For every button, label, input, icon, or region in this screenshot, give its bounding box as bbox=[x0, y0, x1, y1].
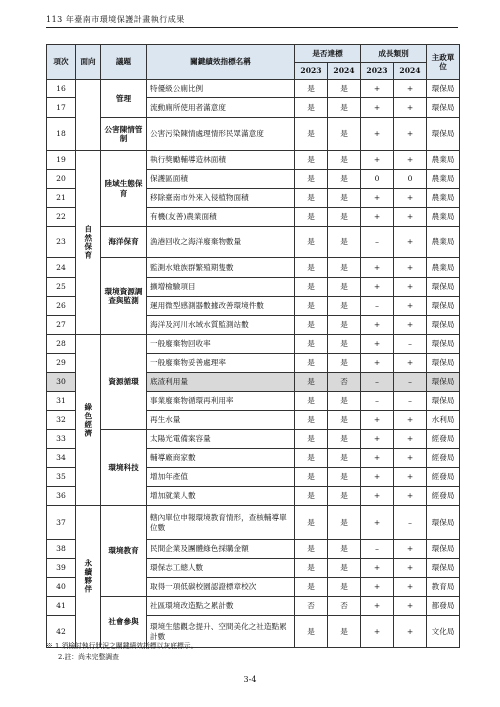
row-growth-2024: + bbox=[394, 98, 427, 118]
row-growth-2023: 0 bbox=[361, 170, 394, 189]
row-growth-2024: + bbox=[394, 258, 427, 278]
row-kpi: 海洋及河川水域水質監測站數 bbox=[147, 316, 295, 335]
row-met-2024: 是 bbox=[328, 449, 361, 468]
row-growth-2023: + bbox=[361, 316, 394, 335]
row-growth-2024: + bbox=[394, 597, 427, 616]
row-kpi: 流動廁所使用者滿意度 bbox=[147, 98, 295, 118]
row-no: 19 bbox=[47, 151, 76, 170]
row-kpi: 特優級公廁比例 bbox=[147, 80, 295, 98]
row-no: 41 bbox=[47, 597, 76, 616]
row-kpi: 底渣利用量 bbox=[147, 373, 295, 392]
table-row bbox=[47, 80, 460, 98]
topic-env-tech: 環境科技 bbox=[101, 430, 147, 506]
header-growth-2023: 2023 bbox=[361, 63, 394, 80]
topic-social: 社會參與 bbox=[101, 597, 147, 648]
table-row bbox=[47, 430, 460, 449]
row-unit: 經發局 bbox=[427, 430, 460, 449]
row-unit: 環保局 bbox=[427, 297, 460, 316]
row-kpi: 民間企業及團體綠色採購金額 bbox=[147, 540, 295, 559]
row-no: 34 bbox=[47, 449, 76, 468]
row-met-2024: 是 bbox=[328, 227, 361, 258]
row-growth-2023: + bbox=[361, 189, 394, 208]
row-met-2023: 否 bbox=[295, 597, 328, 616]
row-growth-2023: – bbox=[361, 373, 394, 392]
aspect-nature: 自然保育 bbox=[76, 151, 101, 335]
row-met-2024: 是 bbox=[328, 118, 361, 151]
row-no: 26 bbox=[47, 297, 76, 316]
row-growth-2023: + bbox=[361, 487, 394, 506]
topic-mgmt: 管理 bbox=[101, 80, 147, 118]
row-growth-2024: + bbox=[394, 278, 427, 297]
row-growth-2023: + bbox=[361, 578, 394, 597]
footnote-2: 2.註：尚未完整調查 bbox=[58, 653, 119, 661]
row-kpi: 再生水量 bbox=[147, 411, 295, 430]
row-growth-2023: + bbox=[361, 118, 394, 151]
row-met-2023: 是 bbox=[295, 449, 328, 468]
row-no: 21 bbox=[47, 189, 76, 208]
topic-public-hazard: 公害陳情管制 bbox=[101, 118, 147, 151]
row-met-2024: 否 bbox=[328, 373, 361, 392]
row-met-2023: 是 bbox=[295, 170, 328, 189]
row-met-2024: 是 bbox=[328, 189, 361, 208]
row-met-2024: 是 bbox=[328, 540, 361, 559]
row-growth-2024: – bbox=[394, 373, 427, 392]
row-met-2024: 是 bbox=[328, 258, 361, 278]
row-met-2024: 是 bbox=[328, 98, 361, 118]
row-no: 42 bbox=[47, 616, 76, 648]
row-met-2024: 是 bbox=[328, 354, 361, 373]
row-growth-2024: + bbox=[394, 80, 427, 98]
row-growth-2023: + bbox=[361, 258, 394, 278]
header-growth-2024: 2024 bbox=[394, 63, 427, 80]
table-row bbox=[47, 118, 460, 151]
row-unit: 環保局 bbox=[427, 316, 460, 335]
row-unit: 都發局 bbox=[427, 597, 460, 616]
footnote-1: ※ 1.須檢討執行狀況之關鍵績效指標以灰底標示。 bbox=[46, 642, 198, 650]
row-met-2023: 是 bbox=[295, 189, 328, 208]
row-growth-2023: + bbox=[361, 597, 394, 616]
row-growth-2024: + bbox=[394, 449, 427, 468]
kpi-table bbox=[46, 44, 460, 648]
row-no: 28 bbox=[47, 335, 76, 354]
header-no: 項次 bbox=[47, 45, 76, 80]
row-met-2023: 是 bbox=[295, 80, 328, 98]
aspect-sustain-partner: 永續夥伴 bbox=[76, 506, 101, 648]
row-no: 33 bbox=[47, 430, 76, 449]
row-kpi: 增加年產值 bbox=[147, 468, 295, 487]
row-growth-2023: + bbox=[361, 468, 394, 487]
header-met: 是否達標 bbox=[295, 45, 361, 63]
row-met-2024: 是 bbox=[328, 335, 361, 354]
row-growth-2023: + bbox=[361, 354, 394, 373]
row-met-2023: 是 bbox=[295, 540, 328, 559]
row-met-2023: 是 bbox=[295, 468, 328, 487]
row-growth-2023: + bbox=[361, 616, 394, 648]
table-row bbox=[47, 227, 460, 258]
header-topic: 議題 bbox=[101, 45, 147, 80]
running-header: 113 年臺南市環境保護計畫執行成果 bbox=[46, 15, 185, 24]
row-met-2024: 是 bbox=[328, 80, 361, 98]
row-no: 25 bbox=[47, 278, 76, 297]
row-unit: 農業局 bbox=[427, 170, 460, 189]
row-unit: 環保局 bbox=[427, 506, 460, 540]
row-met-2023: 是 bbox=[295, 430, 328, 449]
row-kpi: 有機(友善)農業面積 bbox=[147, 208, 295, 227]
row-growth-2024: – bbox=[394, 392, 427, 411]
row-met-2023: 是 bbox=[295, 354, 328, 373]
row-kpi: 執行獎勵輔導造林面積 bbox=[147, 151, 295, 170]
row-unit: 文化局 bbox=[427, 616, 460, 648]
row-met-2024: 是 bbox=[328, 506, 361, 540]
row-growth-2024: + bbox=[394, 189, 427, 208]
row-kpi: 輔導廠商家數 bbox=[147, 449, 295, 468]
row-met-2023: 是 bbox=[295, 278, 328, 297]
row-met-2024: 是 bbox=[328, 411, 361, 430]
row-met-2023: 是 bbox=[295, 616, 328, 648]
row-kpi: 太陽光電備案容量 bbox=[147, 430, 295, 449]
row-growth-2024: + bbox=[394, 487, 427, 506]
row-growth-2023: + bbox=[361, 278, 394, 297]
row-kpi: 運用微型感測器數據改善環境件數 bbox=[147, 297, 295, 316]
row-growth-2023: + bbox=[361, 559, 394, 578]
row-met-2024: 是 bbox=[328, 170, 361, 189]
row-unit: 環保局 bbox=[427, 335, 460, 354]
row-met-2023: 是 bbox=[295, 335, 328, 354]
row-unit: 環保局 bbox=[427, 559, 460, 578]
row-kpi: 監測水雉族群繁殖期隻數 bbox=[147, 258, 295, 278]
row-kpi: 一般廢棄物回收率 bbox=[147, 335, 295, 354]
row-kpi: 事業廢棄物循環再利用率 bbox=[147, 392, 295, 411]
row-met-2023: 是 bbox=[295, 578, 328, 597]
row-met-2023: 是 bbox=[295, 487, 328, 506]
row-unit: 環保局 bbox=[427, 540, 460, 559]
row-no: 27 bbox=[47, 316, 76, 335]
row-growth-2024: – bbox=[394, 506, 427, 540]
row-no: 40 bbox=[47, 578, 76, 597]
row-met-2023: 是 bbox=[295, 316, 328, 335]
row-growth-2024: + bbox=[394, 411, 427, 430]
topic-ocean: 海洋保育 bbox=[101, 227, 147, 258]
row-no: 29 bbox=[47, 354, 76, 373]
row-unit: 環保局 bbox=[427, 392, 460, 411]
row-met-2023: 是 bbox=[295, 151, 328, 170]
row-unit: 農業局 bbox=[427, 208, 460, 227]
row-growth-2023: – bbox=[361, 227, 394, 258]
row-unit: 經發局 bbox=[427, 487, 460, 506]
row-met-2024: 是 bbox=[328, 487, 361, 506]
row-growth-2024: + bbox=[394, 151, 427, 170]
header-growth: 成長類別 bbox=[361, 45, 427, 63]
row-unit: 經發局 bbox=[427, 449, 460, 468]
row-met-2024: 是 bbox=[328, 616, 361, 648]
row-unit: 水利局 bbox=[427, 411, 460, 430]
row-unit: 環保局 bbox=[427, 354, 460, 373]
header-met-2024: 2024 bbox=[328, 63, 361, 80]
row-growth-2024: + bbox=[394, 559, 427, 578]
topic-env-survey: 環境資源調查與監測 bbox=[101, 258, 147, 335]
row-kpi: 轄內單位申報環境教育情形，查核輔導單位數 bbox=[147, 506, 295, 540]
row-unit: 農業局 bbox=[427, 151, 460, 170]
row-growth-2024: – bbox=[394, 335, 427, 354]
row-met-2023: 是 bbox=[295, 559, 328, 578]
row-met-2024: 否 bbox=[328, 597, 361, 616]
row-no: 31 bbox=[47, 392, 76, 411]
row-unit: 農業局 bbox=[427, 227, 460, 258]
row-met-2024: 是 bbox=[328, 468, 361, 487]
row-kpi: 增加就業人數 bbox=[147, 487, 295, 506]
row-growth-2023: + bbox=[361, 208, 394, 227]
row-met-2024: 是 bbox=[328, 430, 361, 449]
row-kpi: 保護區面積 bbox=[147, 170, 295, 189]
table-row bbox=[47, 151, 460, 170]
row-met-2024: 是 bbox=[328, 316, 361, 335]
row-growth-2024: + bbox=[394, 430, 427, 449]
row-met-2024: 是 bbox=[328, 208, 361, 227]
row-no: 20 bbox=[47, 170, 76, 189]
row-growth-2023: + bbox=[361, 411, 394, 430]
row-no: 37 bbox=[47, 506, 76, 540]
row-met-2024: 是 bbox=[328, 392, 361, 411]
row-growth-2023: – bbox=[361, 297, 394, 316]
row-met-2023: 是 bbox=[295, 373, 328, 392]
row-kpi: 社區環境改造點之累計數 bbox=[147, 597, 295, 616]
table-row bbox=[47, 335, 460, 354]
row-no: 23 bbox=[47, 227, 76, 258]
row-kpi: 漁港回收之海洋廢棄物數量 bbox=[147, 227, 295, 258]
row-growth-2024: + bbox=[394, 468, 427, 487]
row-no: 24 bbox=[47, 258, 76, 278]
row-unit: 經發局 bbox=[427, 468, 460, 487]
row-met-2023: 是 bbox=[295, 297, 328, 316]
row-growth-2023: – bbox=[361, 392, 394, 411]
table-row bbox=[47, 506, 460, 540]
row-no: 17 bbox=[47, 98, 76, 118]
row-growth-2024: + bbox=[394, 578, 427, 597]
row-growth-2024: + bbox=[394, 354, 427, 373]
row-unit: 環保局 bbox=[427, 118, 460, 151]
row-kpi: 公害污染陳情處理情形民眾滿意度 bbox=[147, 118, 295, 151]
row-growth-2023: + bbox=[361, 430, 394, 449]
header-kpi: 關鍵績效指標名稱 bbox=[147, 45, 295, 80]
row-no: 18 bbox=[47, 118, 76, 151]
header-aspect: 面向 bbox=[76, 45, 101, 80]
row-met-2024: 是 bbox=[328, 578, 361, 597]
row-met-2024: 是 bbox=[328, 151, 361, 170]
row-met-2023: 是 bbox=[295, 392, 328, 411]
row-growth-2023: + bbox=[361, 151, 394, 170]
row-kpi: 環境生態觀念提升、空間美化之社造點累計數 bbox=[147, 616, 295, 648]
row-growth-2023: – bbox=[361, 540, 394, 559]
table-row bbox=[47, 258, 460, 278]
row-kpi: 移除臺南市外來入侵植物面積 bbox=[147, 189, 295, 208]
header-met-2023: 2023 bbox=[295, 63, 328, 80]
row-kpi: 環保志工總人數 bbox=[147, 559, 295, 578]
header-unit: 主政單位 bbox=[427, 45, 460, 80]
row-met-2023: 是 bbox=[295, 227, 328, 258]
row-unit: 教育局 bbox=[427, 578, 460, 597]
row-growth-2023: + bbox=[361, 335, 394, 354]
header-rule bbox=[46, 27, 458, 28]
row-met-2023: 是 bbox=[295, 258, 328, 278]
row-growth-2023: + bbox=[361, 80, 394, 98]
row-growth-2023: + bbox=[361, 506, 394, 540]
row-met-2023: 是 bbox=[295, 208, 328, 227]
row-growth-2024: + bbox=[394, 616, 427, 648]
row-growth-2024: + bbox=[394, 316, 427, 335]
row-kpi: 取得一項低碳校園認證標章校次 bbox=[147, 578, 295, 597]
row-no: 16 bbox=[47, 80, 76, 98]
row-met-2024: 是 bbox=[328, 278, 361, 297]
row-growth-2023: + bbox=[361, 449, 394, 468]
row-no: 32 bbox=[47, 411, 76, 430]
row-met-2024: 是 bbox=[328, 297, 361, 316]
row-unit: 環保局 bbox=[427, 373, 460, 392]
row-no: 22 bbox=[47, 208, 76, 227]
row-met-2024: 是 bbox=[328, 559, 361, 578]
row-growth-2024: + bbox=[394, 227, 427, 258]
row-unit: 環保局 bbox=[427, 80, 460, 98]
row-met-2023: 是 bbox=[295, 98, 328, 118]
row-met-2023: 是 bbox=[295, 506, 328, 540]
table-row bbox=[47, 597, 460, 616]
row-growth-2024: 0 bbox=[394, 170, 427, 189]
row-growth-2024: + bbox=[394, 208, 427, 227]
row-no: 39 bbox=[47, 559, 76, 578]
row-unit: 環保局 bbox=[427, 278, 460, 297]
row-unit: 農業局 bbox=[427, 258, 460, 278]
page-number: 3-4 bbox=[243, 675, 257, 684]
row-kpi: 一般廢棄物妥善處理率 bbox=[147, 354, 295, 373]
row-no: 30 bbox=[47, 373, 76, 392]
row-met-2023: 是 bbox=[295, 411, 328, 430]
row-met-2023: 是 bbox=[295, 118, 328, 151]
row-no: 38 bbox=[47, 540, 76, 559]
row-kpi: 擴增檢驗項目 bbox=[147, 278, 295, 297]
topic-resource: 資源循環 bbox=[101, 335, 147, 430]
row-growth-2024: + bbox=[394, 118, 427, 151]
aspect-green-economy: 綠色經濟 bbox=[76, 335, 101, 506]
row-unit: 環保局 bbox=[427, 98, 460, 118]
aspect-continuation bbox=[76, 80, 101, 151]
row-no: 36 bbox=[47, 487, 76, 506]
row-unit: 農業局 bbox=[427, 189, 460, 208]
topic-land-eco: 陸域生態保育 bbox=[101, 151, 147, 227]
row-growth-2024: + bbox=[394, 297, 427, 316]
row-no: 35 bbox=[47, 468, 76, 487]
topic-env-ed: 環境教育 bbox=[101, 506, 147, 597]
row-growth-2023: + bbox=[361, 98, 394, 118]
row-growth-2024: + bbox=[394, 540, 427, 559]
